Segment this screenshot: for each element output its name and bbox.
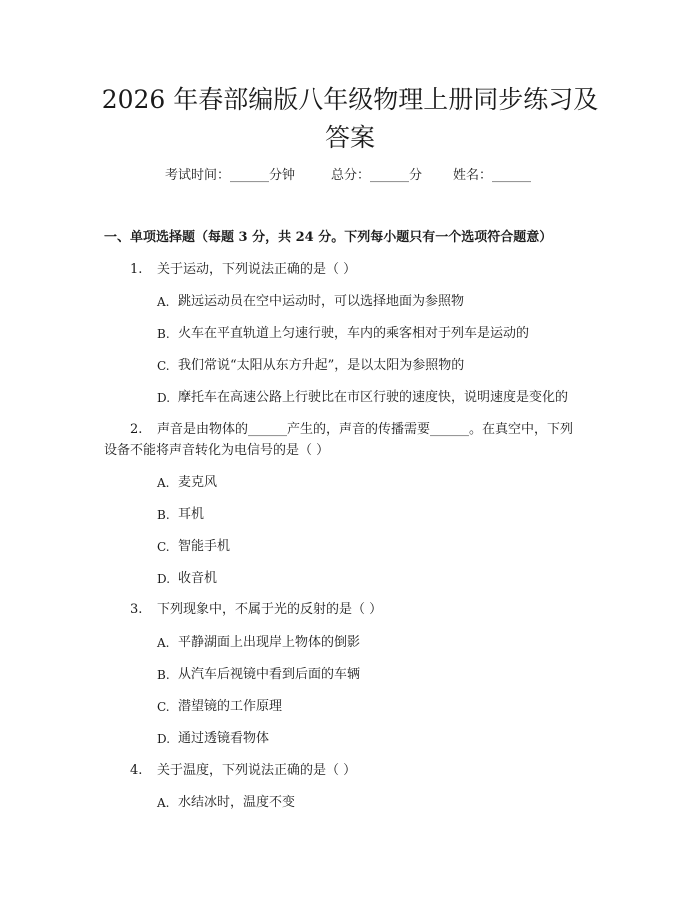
option-letter: A. [157, 295, 170, 309]
option-text: 平静湖面上出现岸上物体的倒影 [178, 635, 361, 650]
total-score-field: 总分：______分 [331, 168, 423, 183]
option-text: 通过透镜看物体 [178, 731, 270, 746]
option-letter: C. [157, 540, 170, 554]
option-letter: B. [157, 668, 170, 682]
section-heading: 一、单项选择题（每题 3 分，共 24 分。下列每小题只有一个选项符合题意） [104, 230, 553, 245]
option-text: 收音机 [178, 571, 218, 586]
question-text: 关于运动，下列说法正确的是（ ） [157, 262, 357, 277]
question-text: 声音是由物体的______产生的，声音的传播需要______。在真空中，下列 [157, 422, 574, 437]
exam-time-field: 考试时间：______分钟 [165, 168, 296, 183]
question-number: 3. [130, 602, 143, 617]
option-letter: B. [157, 327, 170, 341]
option-text: 我们常说“太阳从东方升起”，是以太阳为参照物的 [178, 358, 465, 373]
question-text: 下列现象中，不属于光的反射的是（ ） [157, 602, 383, 617]
option-letter: D. [157, 572, 171, 586]
option-text: 跳远运动员在空中运动时，可以选择地面为参照物 [178, 294, 465, 309]
question-number: 2. [130, 422, 143, 437]
option-text: 智能手机 [178, 539, 231, 554]
question-number: 1. [130, 262, 143, 277]
option-text: 耳机 [178, 507, 205, 522]
option-text: 摩托车在高速公路上行驶比在市区行驶的速度快，说明速度是变化的 [178, 390, 569, 405]
option-text: 水结冰时，温度不变 [178, 795, 296, 810]
student-name-field: 姓名：______ [453, 168, 532, 183]
option-letter: C. [157, 359, 170, 373]
question-number: 4. [130, 763, 143, 778]
document-title-line-2: 答案 [324, 123, 375, 152]
option-letter: A. [157, 476, 170, 490]
option-text: 火车在平直轨道上匀速行驶，车内的乘客相对于列车是运动的 [178, 326, 530, 341]
option-letter: A. [157, 636, 170, 650]
question-text-continued: 设备不能将声音转化为电信号的是（ ） [104, 443, 330, 458]
option-letter: D. [157, 732, 171, 746]
option-letter: B. [157, 508, 170, 522]
option-letter: A. [157, 796, 170, 810]
option-text: 麦克风 [178, 475, 218, 490]
document-title-line-1: 2026 年春部编版八年级物理上册同步练习及 [101, 85, 599, 114]
option-letter: D. [157, 391, 171, 405]
option-text: 从汽车后视镜中看到后面的车辆 [178, 667, 361, 682]
question-text: 关于温度，下列说法正确的是（ ） [157, 763, 357, 778]
option-text: 潜望镜的工作原理 [178, 699, 283, 714]
option-letter: C. [157, 700, 170, 714]
